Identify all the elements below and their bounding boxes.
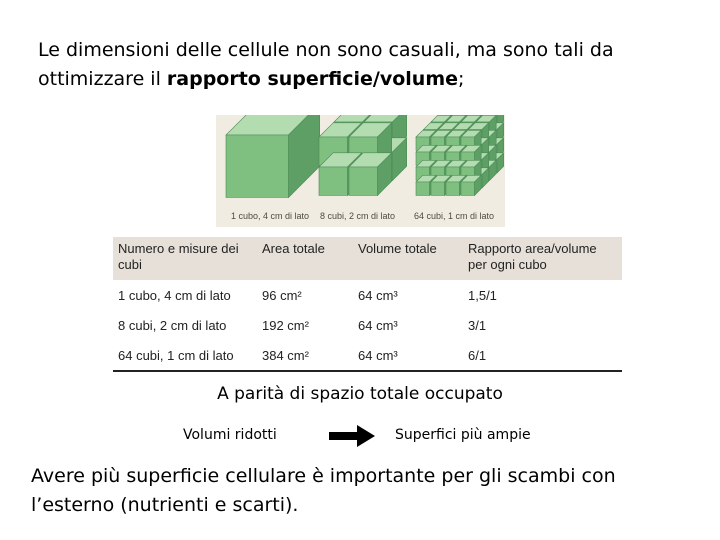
right-arrow-icon — [328, 424, 376, 448]
cell-cubes: 64 cubi, 1 cm di lato — [113, 340, 257, 371]
caption-sixtyfour-cubes: 64 cubi, 1 cm di lato — [414, 211, 495, 221]
cube-front-face — [349, 167, 378, 196]
cube-front-face — [416, 182, 430, 196]
header-cubes: Numero e misure dei cubi — [113, 237, 257, 280]
equal-space-heading: A parità di spazio totale occupato — [217, 384, 503, 404]
header-ratio: Rapporto area/volume per ogni cubo — [463, 237, 622, 280]
cube-front-face — [446, 182, 460, 196]
table-row — [113, 310, 622, 340]
cell-area: 384 cm² — [257, 340, 353, 371]
cube-front-face — [461, 182, 475, 196]
cube-front-face — [431, 182, 445, 196]
small-volumes-label: Volumi ridotti — [183, 427, 277, 443]
cell-volume: 64 cm³ — [358, 317, 398, 333]
table-header-row — [113, 237, 622, 280]
cell-cubes: 8 cubi, 2 cm di lato — [118, 317, 227, 333]
cell-ratio: 3/1 — [468, 317, 487, 333]
cell-ratio: 6/1 — [463, 340, 622, 371]
intro-part2: ; — [458, 68, 465, 90]
table-row — [113, 340, 622, 371]
surface-volume-table — [113, 237, 622, 372]
intro-bold-term: rapporto superficie/volume — [166, 68, 459, 90]
cell-volume: 64 cm³ — [358, 287, 398, 303]
table-row — [113, 280, 622, 310]
cell-volume: 64 cm³ — [353, 340, 463, 371]
cell-area: 96 cm² — [262, 287, 302, 303]
cube-front-face — [319, 167, 348, 196]
header-volume: Volume totale — [353, 237, 463, 280]
caption-one-cube: 1 cubo, 4 cm di lato — [231, 211, 310, 221]
header-area: Area totale — [257, 237, 353, 280]
cube-figure — [216, 115, 505, 227]
intro-text — [38, 36, 678, 94]
cell-area: 192 cm² — [262, 317, 309, 333]
closing-text: Avere più superficie cellulare è importante per gli scambi con l’esterno (nutrienti e scarti). — [31, 465, 616, 516]
cube-front-face — [226, 135, 289, 198]
larger-surfaces-label: Superfici più ampie — [395, 427, 531, 443]
intro-part1: Le dimensioni delle cellule non sono casuali, ma sono tali da ottimizzare il — [38, 39, 614, 90]
cell-cubes: 1 cubo, 4 cm di lato — [118, 287, 231, 303]
cell-ratio: 1,5/1 — [468, 287, 497, 303]
caption-eight-cubes: 8 cubi, 2 cm di lato — [320, 211, 396, 221]
